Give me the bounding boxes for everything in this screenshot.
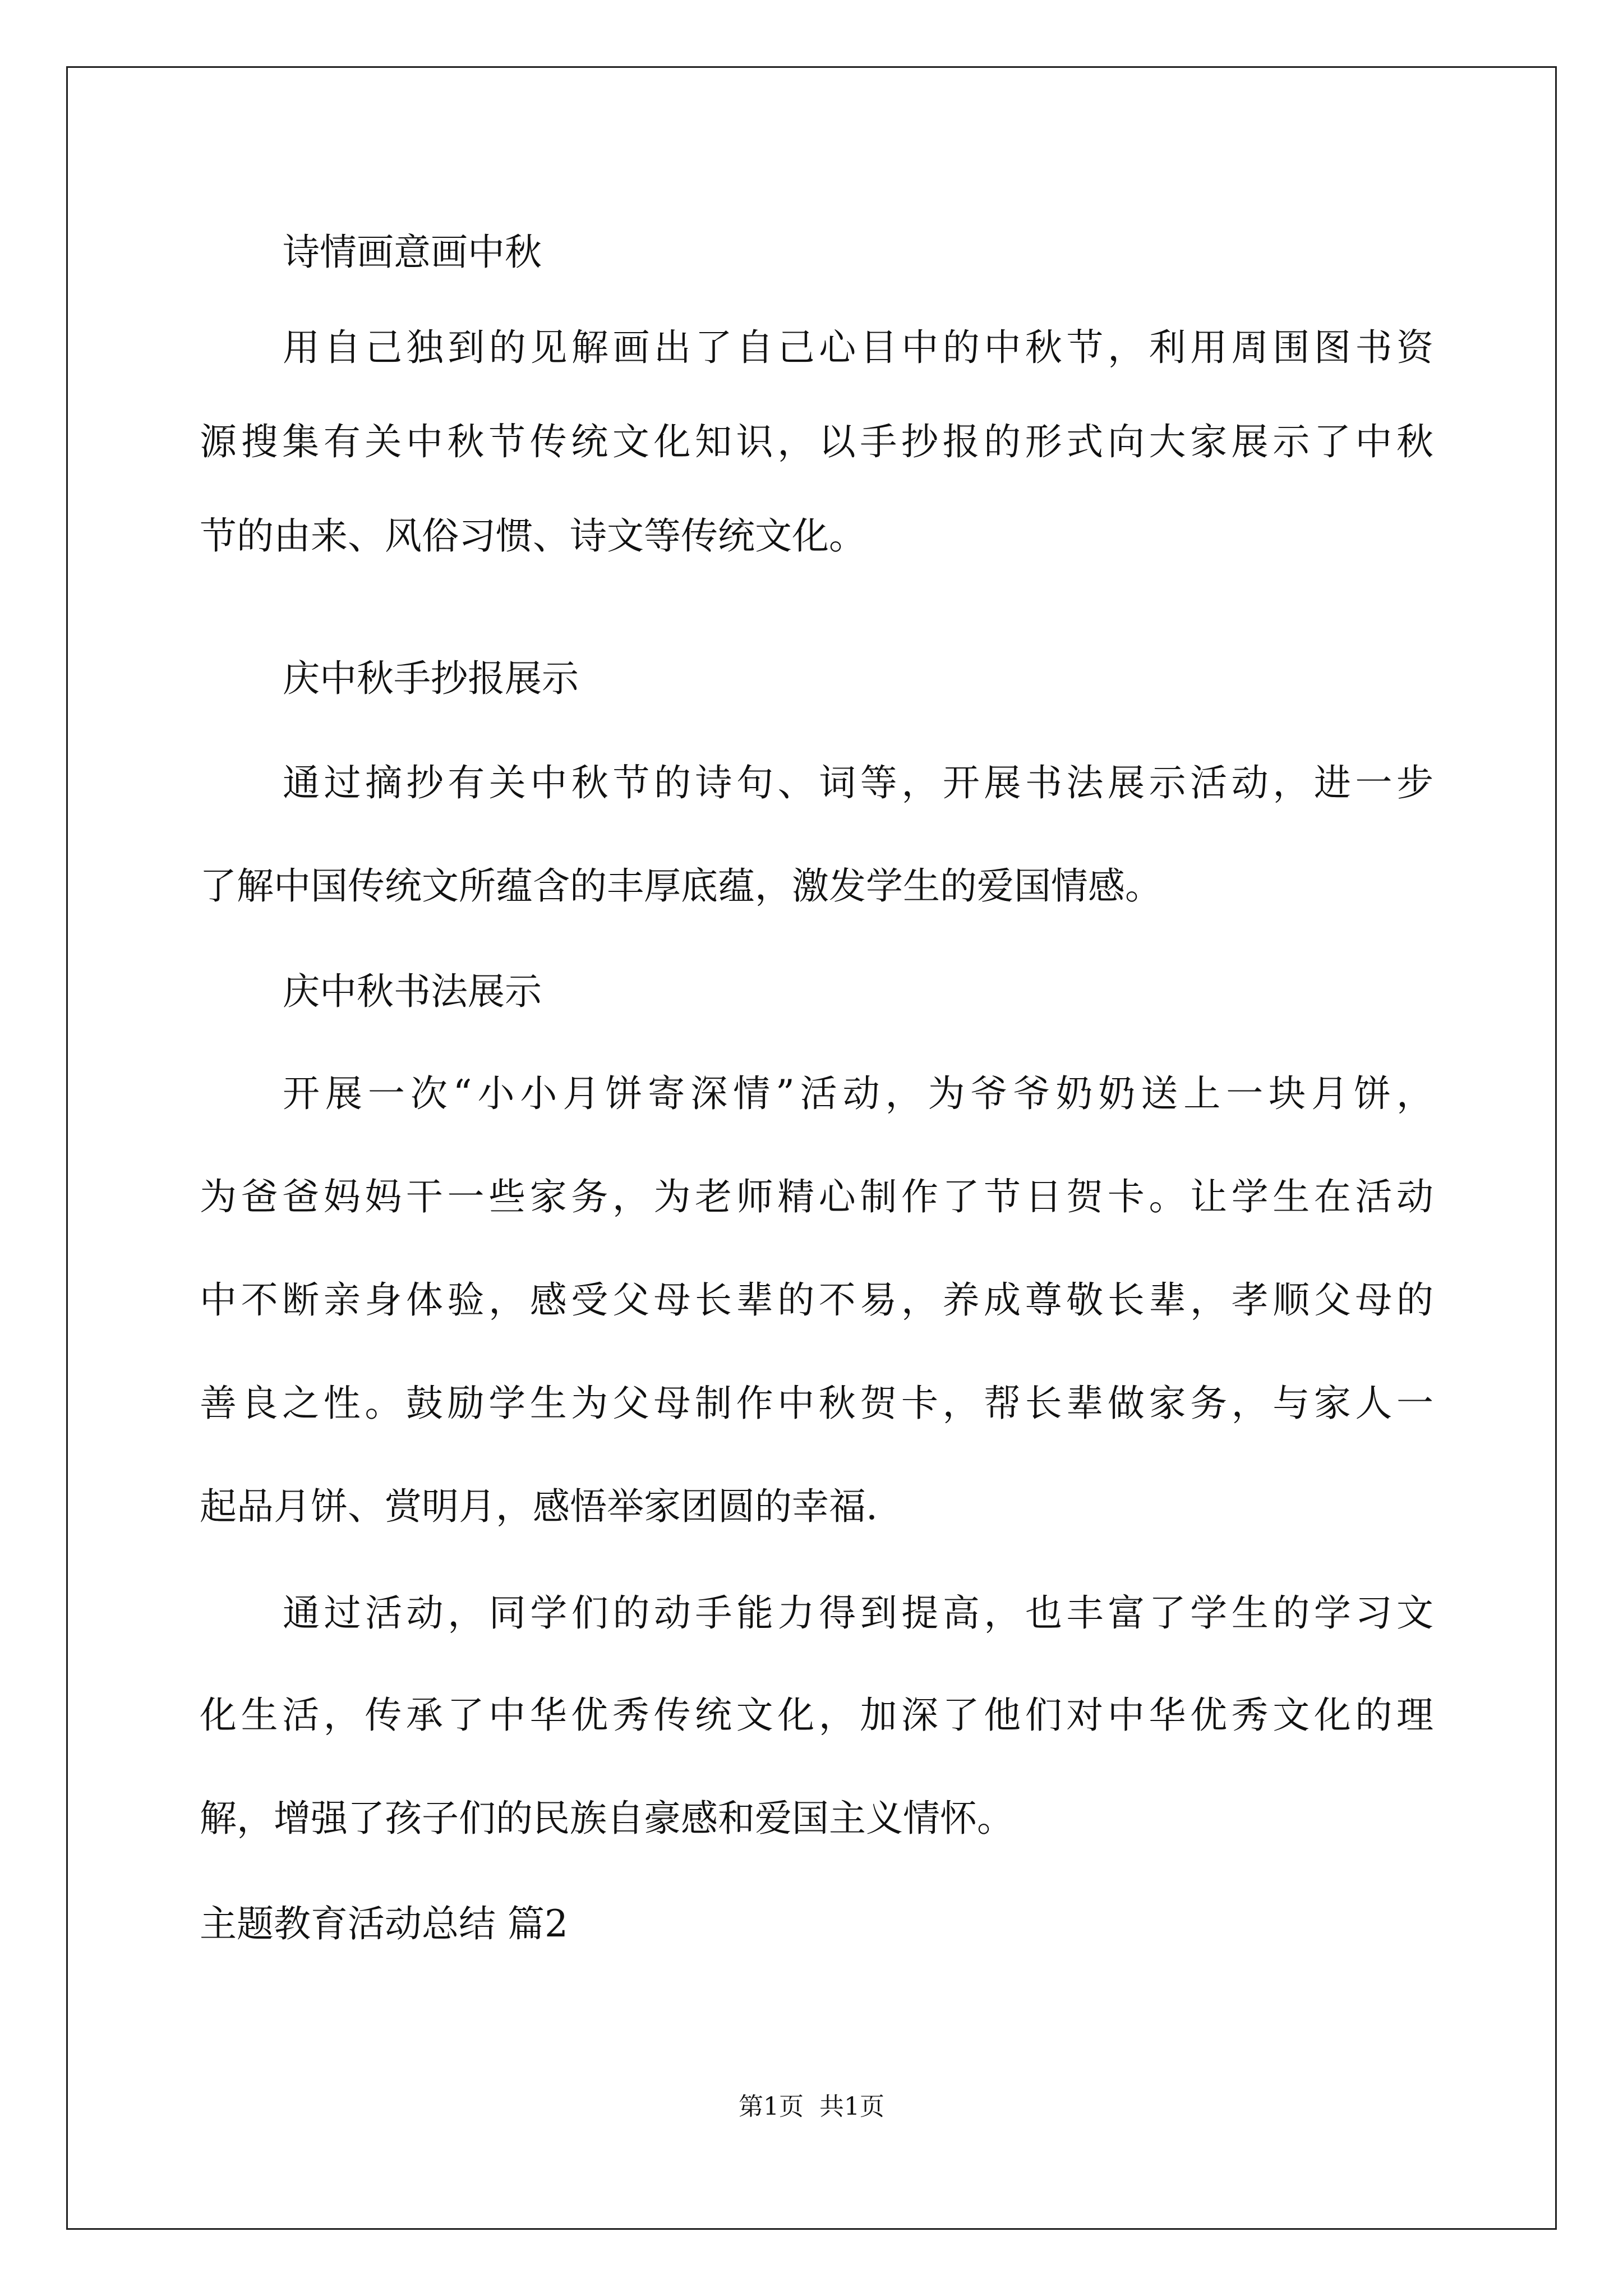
paragraph-line: 化生活，传承了中华优秀传统文化，加深了他们对中华优秀文化的理 — [200, 1694, 1433, 1737]
section-heading: 诗情画意画中秋 — [283, 231, 542, 274]
paragraph-line: 起品月饼、赏明月，感悟举家团圆的幸福. — [200, 1485, 878, 1528]
paragraph-line: 解，增强了孩子们的民族自豪感和爱国主义情怀。 — [200, 1797, 1014, 1840]
paragraph-line: 中不断亲身体验，感受父母长辈的不易，养成尊敬长辈，孝顺父母的 — [200, 1278, 1433, 1322]
paragraph-line: 善良之性。鼓励学生为父母制作中秋贺卡，帮长辈做家务，与家人一 — [200, 1382, 1433, 1425]
paragraph-line: 节的由来、风俗习惯、诗文等传统文化。 — [200, 514, 866, 558]
paragraph-line: 通过摘抄有关中秋节的诗句、词等，开展书法展示活动，进一步 — [283, 761, 1433, 804]
page-number: 第1页 — [739, 2092, 804, 2121]
paragraph-line: 为爸爸妈妈干一些家务，为老师精心制作了节日贺卡。让学生在活动 — [200, 1175, 1433, 1218]
page-footer — [0, 2091, 1623, 2123]
paragraph-line: 源搜集有关中秋节传统文化知识，以手抄报的形式向大家展示了中秋 — [200, 420, 1433, 463]
total-pages: 共1页 — [819, 2092, 884, 2121]
paragraph-line: 用自己独到的见解画出了自己心目中的中秋节，利用周围图书资 — [283, 326, 1433, 369]
paragraph-line: 了解中国传统文所蕴含的丰厚底蕴，激发学生的爱国情感。 — [200, 864, 1162, 908]
section-heading: 庆中秋手抄报展示 — [283, 657, 579, 700]
section-heading: 庆中秋书法展示 — [283, 970, 542, 1013]
paragraph-line: 通过活动，同学们的动手能力得到提高，也丰富了学生的学习文 — [283, 1591, 1433, 1635]
article-heading: 主题教育活动总结 篇2 — [200, 1902, 568, 1945]
paragraph-line: 开展一次“小小月饼寄深情”活动，为爷爷奶奶送上一块月饼， — [283, 1072, 1433, 1115]
